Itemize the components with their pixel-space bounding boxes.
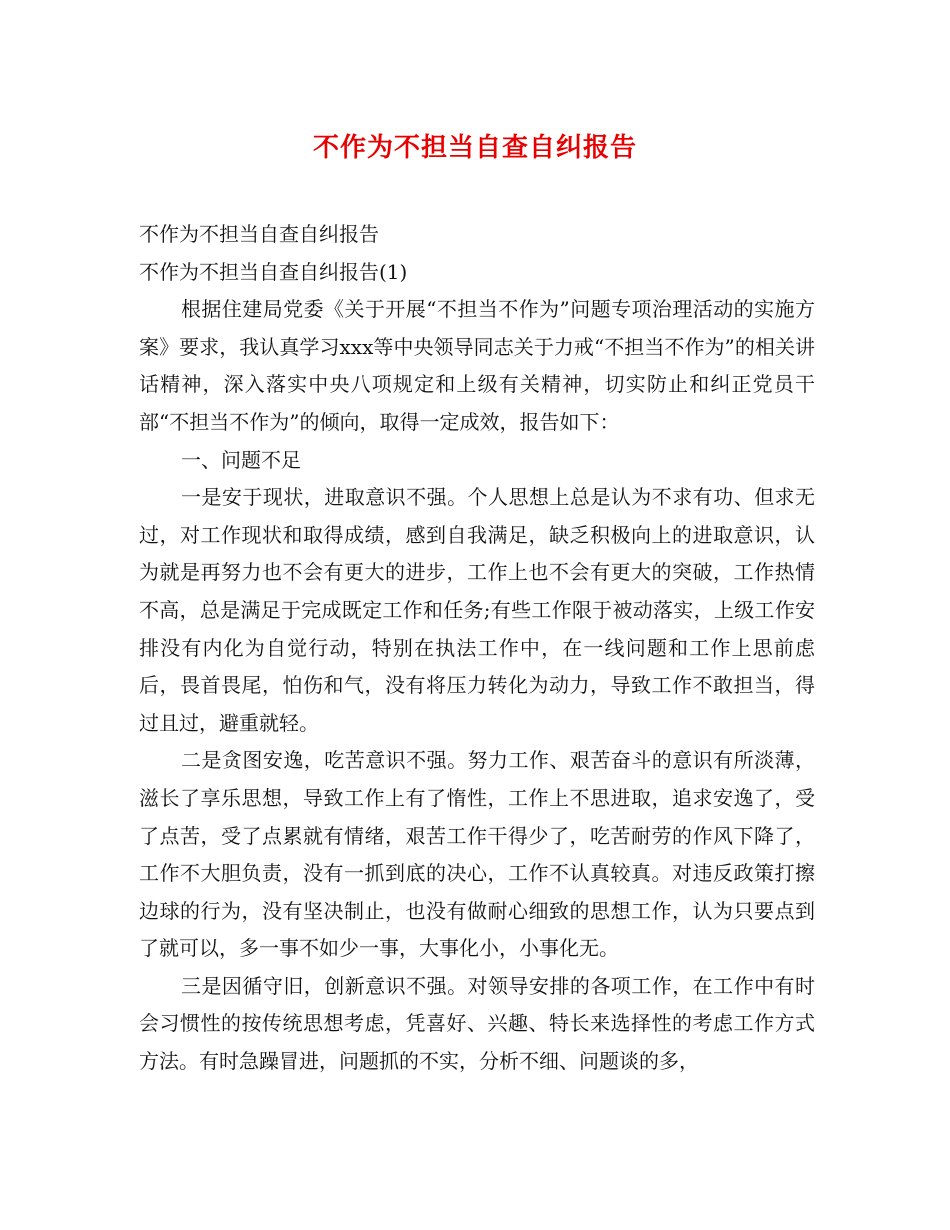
paragraph-issue-3: 三是因循守旧，创新意识不强。对领导安排的各项工作，在工作中有时会习惯性的按传统思想考虑，凭喜好、兴趣、特长来选择性的考虑工作方式方法。有时急躁冒进，问题抓的不实，分析不细、问题谈的多， — [139, 973, 815, 1074]
heading-line: 不作为不担当自查自纠报告 — [139, 222, 379, 246]
document-title: 不作为不担当自查自纠报告 — [312, 133, 637, 163]
paragraph-issue-1: 一是安于现状，进取意识不强。个人思想上总是认为不求有功、但求无过，对工作现状和取得成绩，感到自我满足，缺乏积极向上的进取意识，认为就是再努力也不会有更大的进步，工作上也不会有更大的突破，工作热情不高，总是满足于完成既定工作和任务;有些工作限于被动落实，上级工作安排没有内化为自觉行动，特别在执法工作中，在一线问题和工作上思前虑后，畏首畏尾，怕伤和气，没有将压力转化为动力，导致工作不敢担当，得过且过，避重就轻。 — [139, 485, 815, 735]
document-body — [139, 216, 815, 1081]
paragraph-intro: 根据住建局党委《关于开展“不担当不作为”问题专项治理活动的实施方案》要求，我认真学习xxx等中央领导同志关于力戒“不担当不作为”的相关讲话精神，深入落实中央八项规定和上级有关精神，切实防止和纠正党员干部“不担当不作为”的倾向，取得一定成效，报告如下： — [139, 297, 815, 434]
subheading-line: 不作为不担当自查自纠报告(1) — [139, 259, 408, 284]
section-heading: 一、问题不足 — [181, 447, 301, 472]
paragraph-issue-2: 二是贪图安逸，吃苦意识不强。努力工作、艰苦奋斗的意识有所淡薄，滋长了享乐思想，导致工作上有了惰性，工作上不思进取，追求安逸了，受了点苦，受了点累就有情绪，艰苦工作干得少了，吃苦耐劳的作风下降了，工作不大胆负责，没有一抓到底的决心，工作不认真较真。对违反政策打擦边球的行为，没有坚决制止，也没有做耐心细致的思想工作，认为只要点到了就可以，多一事不如少一事，大事化小，小事化无。 — [139, 748, 815, 961]
